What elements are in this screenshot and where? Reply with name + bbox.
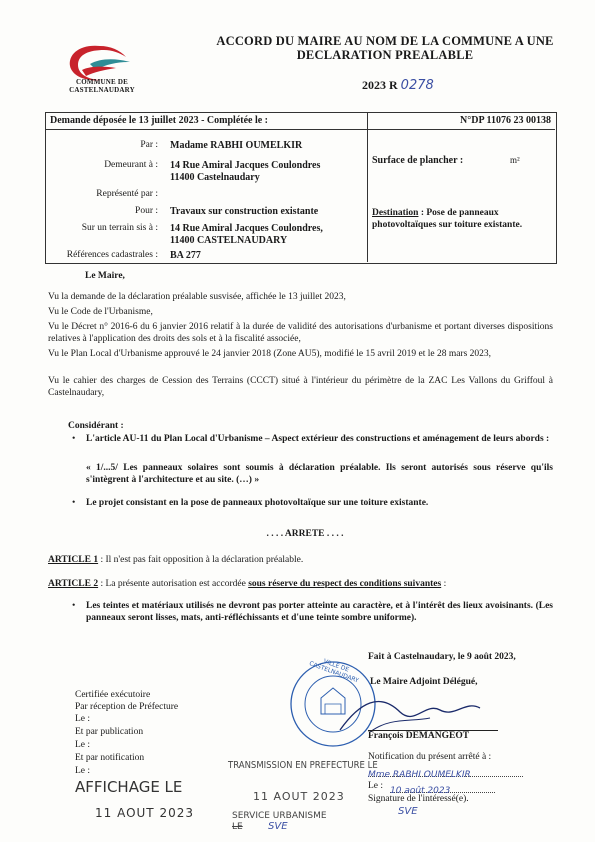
signatory-name: François DEMANGEOT (368, 730, 498, 743)
bullet-icon: • (72, 434, 76, 444)
value-pour: Travaux sur construction existante (170, 206, 319, 217)
affichage-date: 11 AOUT 2023 (95, 806, 194, 820)
value-demeurant-2: 11400 Castelnaudary (170, 172, 260, 183)
considerant-quote: « 1/...5/ Les panneaux solaires sont soumis à déclaration préalable. Ils seront autorisés sous réserve qu'ils s'intègrent à l'architecture et au site. (…) » (86, 463, 553, 485)
article-2-label: ARTICLE 2 (48, 579, 99, 589)
article-2-condition: sous réserve du respect des conditions suivantes (248, 579, 442, 589)
dossier-number: N°DP 11076 23 00138 (460, 115, 551, 126)
bullet-icon: • (72, 601, 76, 611)
le-maire: Le Maire, (85, 271, 125, 281)
label-terrain: Sur un terrain sis à : (81, 223, 158, 233)
service-urbanisme: SERVICE URBANISME (232, 811, 327, 821)
label-represente: Représenté par : (96, 189, 158, 199)
vu-code: Vu le Code de l'Urbanisme, (48, 307, 153, 317)
notification-le: Le : (368, 781, 384, 791)
service-le: LE (232, 822, 243, 832)
destination-label: Destination (372, 208, 419, 218)
article-1 (48, 555, 553, 567)
certifie-7: Le : (75, 766, 91, 776)
label-cadastre: Références cadastrales : (66, 250, 158, 260)
arrete-number (362, 78, 434, 93)
commune-name: COMMUNE DE CASTELNAUDARY (69, 78, 135, 94)
transmission-date: 11 AOUT 2023 (253, 790, 345, 803)
vu-decret: Vu le Décret n° 2016-6 du 6 janvier 2016 relatif à la durée de validité des autorisations d'urbanisme et portant diverses dispositions relatives à l'application des droits des sols et à la fiscalité associée, (48, 322, 553, 344)
notification-signature-handwritten: SVE (398, 806, 418, 817)
notification-name-line (368, 764, 523, 780)
certifie-5: Le : (75, 740, 91, 750)
demande-date: Demande déposée le 13 juillet 2023 - Complétée le : (50, 115, 269, 126)
article-1-text: : Il n'est pas fait opposition à la déclaration préalable. (98, 555, 304, 565)
article-2-text: : La présente autorisation est accordée (98, 579, 249, 589)
info-table (45, 112, 557, 264)
destination (372, 208, 552, 231)
value-par: Madame RABHI OUMELKIR (170, 140, 303, 151)
considerant-article: L'article AU-11 du Plan Local d'Urbanisme – Aspect extérieur des constructions et aménagement de leurs abords : (86, 434, 550, 444)
vu-plu: Vu le Plan Local d'Urbanisme approuvé le 24 janvier 2018 (Zone AU5), modifié le 15 avril 2019 et le 28 mars 2023, (48, 349, 492, 359)
surface-label: Surface de plancher : (372, 155, 464, 166)
value-terrain-1: 14 Rue Amiral Jacques Coulondres, (170, 223, 323, 234)
arrete-heading: . . . . ARRETE . . . . (266, 529, 344, 539)
label-demeurant: Demeurant à : (104, 160, 158, 170)
notification-name-handwritten: Mme RABHI OUMELKIR (368, 770, 471, 780)
considerant: Considérant : (68, 421, 124, 431)
certifie-6: Et par notification (75, 753, 145, 763)
stamp-text: VILLE DE CASTELNAUDARY (308, 657, 360, 685)
notification-signature-label: Signature de l'intéressé(e). (368, 794, 469, 804)
table-divider (367, 112, 368, 262)
arrete-prefix: 2023 R (362, 78, 398, 92)
article-2 (48, 579, 553, 591)
value-cadastre: BA 277 (170, 250, 201, 261)
label-pour: Pour : (135, 206, 158, 216)
notification-date-line (390, 780, 495, 796)
considerant-projet: Le projet consistant en la pose de panneaux photovoltaïque sur une toiture existante. (86, 498, 429, 508)
service-handwritten: SVE (268, 821, 288, 832)
certifie-3: Le : (75, 714, 91, 724)
article-2-end: : (441, 579, 447, 589)
destination-value: : Pose de panneaux photovoltaïques sur toiture existante. (372, 208, 523, 230)
value-demeurant-1: 14 Rue Amiral Jacques Coulondres (170, 160, 321, 171)
vu-ccct: Vu le cahier des charges de Cession des Terrains (CCCT) situé à l'intérieur du périmètre de la ZAC Les Vallons du Griffoul à Castelnaudary, (48, 376, 553, 398)
article-2-condition-text: Les teintes et matériaux utilisés ne devront pas porter atteinte au caractère, et à l'intérêt des lieux avoisinants. (Les panneaux seront lisses, mats, anti-réfléchissants et d'une teinte sombre uniforme). (86, 601, 553, 623)
value-terrain-2: 11400 CASTELNAUDARY (170, 235, 288, 246)
article-1-label: ARTICLE 1 (48, 555, 99, 565)
fait-a: Fait à Castelnaudary, le 9 août 2023, (368, 652, 516, 662)
notification-label: Notification du présent arrêté à : (368, 752, 492, 762)
affichage-stamp: AFFICHAGE LE (75, 778, 183, 796)
transmission-stamp: TRANSMISSION EN PREFECTURE LE (228, 760, 378, 771)
document-title: ACCORD DU MAIRE AU NOM DE LA COMMUNE A UNE DECLARATION PREALABLE (216, 34, 554, 62)
certifie-4: Et par publication (75, 727, 144, 737)
notification-date-handwritten: 10 août 2023 (390, 786, 451, 796)
certifie-2: Par réception de Préfecture (75, 702, 179, 712)
vu-demande: Vu la demande de la déclaration préalable susvisée, affichée le 13 juillet 2023, (48, 292, 346, 302)
surface-unit: m² (510, 155, 520, 165)
signatory-role: Le Maire Adjoint Délégué, (370, 677, 478, 687)
arrete-handwritten-number: 0278 (400, 78, 434, 93)
label-par: Par : (140, 140, 158, 150)
bullet-icon: • (72, 498, 76, 508)
certifie-1: Certifiée exécutoire (75, 690, 151, 700)
